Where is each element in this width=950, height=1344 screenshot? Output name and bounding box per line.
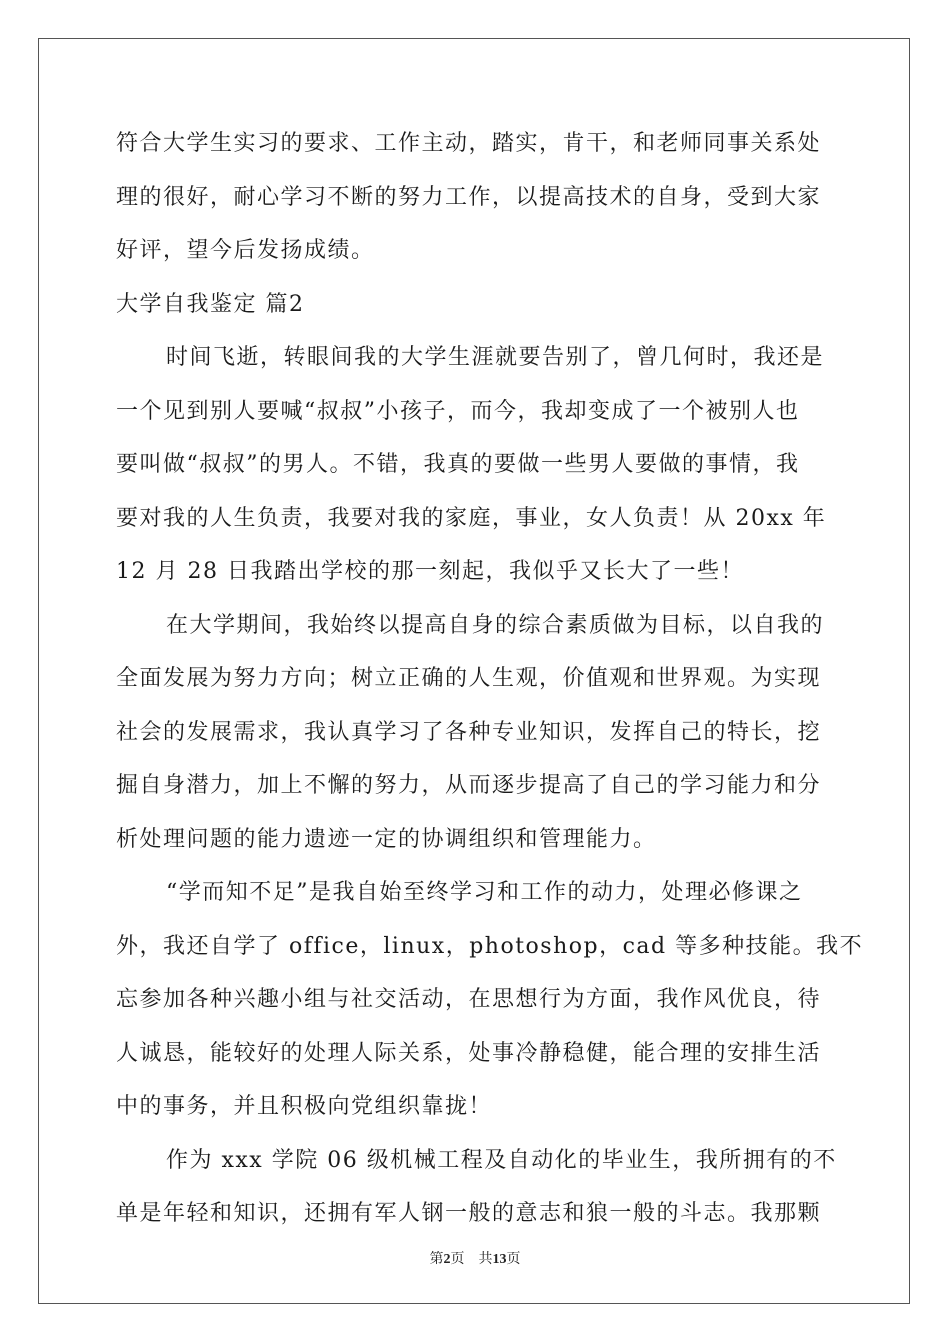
text-line: 要叫做“叔叔”的男人。不错，我真的要做一些男人要做的事情，我 — [116, 452, 800, 477]
footer-middle: 页 共 — [450, 1252, 493, 1267]
text-line: 全面发展为努力方向；树立正确的人生观，价值观和世界观。为实现 — [116, 666, 822, 691]
text-line: 人诚恳，能较好的处理人际关系，处事冷静稳健，能合理的安排生活 — [116, 1040, 822, 1066]
footer-suffix: 页 — [506, 1252, 521, 1267]
page-footer — [0, 1248, 950, 1268]
text-line: 符合大学生实习的要求、工作主动，踏实，肯干，和老师同事关系处 — [116, 131, 822, 156]
text-line: 要对我的人生负责，我要对我的家庭，事业，女人负责！从 20xx 年 — [116, 505, 827, 531]
text-line: 外，我还自学了 office，linux，photoshop，cad 等多种技能。我不 — [116, 933, 864, 959]
text-line: 中的事务，并且积极向党组织靠拢！ — [116, 1094, 493, 1119]
text-line: 社会的发展需求，我认真学习了各种专业知识，发挥自己的特长，挖 — [116, 719, 822, 745]
text-line: 12 月 28 日我踏出学校的那一刻起，我似乎又长大了一些！ — [116, 559, 744, 584]
section-heading: 大学自我鉴定 篇2 — [116, 291, 305, 317]
text-line: 析处理问题的能力遗迹一定的协调组织和管理能力。 — [116, 826, 657, 852]
text-line: 掘自身潜力，加上不懈的努力，从而逐步提高了自己的学习能力和分 — [116, 773, 822, 798]
text-line: 单是年轻和知识，还拥有军人钢一般的意志和狼一般的斗志。我那颗 — [116, 1201, 822, 1226]
total-pages-number: 13 — [492, 1252, 507, 1267]
text-line: 一个见到别人要喊“叔叔”小孩子，而今，我却变成了一个被别人也 — [116, 398, 800, 424]
text-line: 在大学期间，我始终以提高自身的综合素质做为目标，以自我的 — [166, 612, 825, 638]
text-line: “学而知不足”是我自始至终学习和工作的动力，处理必修课之 — [166, 880, 803, 905]
text-line: 作为 xxx 学院 06 级机械工程及自动化的毕业生，我所拥有的不 — [166, 1147, 837, 1173]
text-line: 忘参加各种兴趣小组与社交活动，在思想行为方面，我作风优良，待 — [116, 987, 822, 1012]
text-line: 时间飞逝，转眼间我的大学生涯就要告别了，曾几何时，我还是 — [166, 345, 825, 370]
text-line: 好评，望今后发扬成绩。 — [116, 238, 375, 263]
footer-prefix: 第 — [429, 1252, 444, 1267]
document-body — [116, 128, 864, 1252]
current-page-number: 2 — [443, 1252, 451, 1267]
text-line: 理的很好，耐心学习不断的努力工作，以提高技术的自身，受到大家 — [116, 184, 822, 210]
